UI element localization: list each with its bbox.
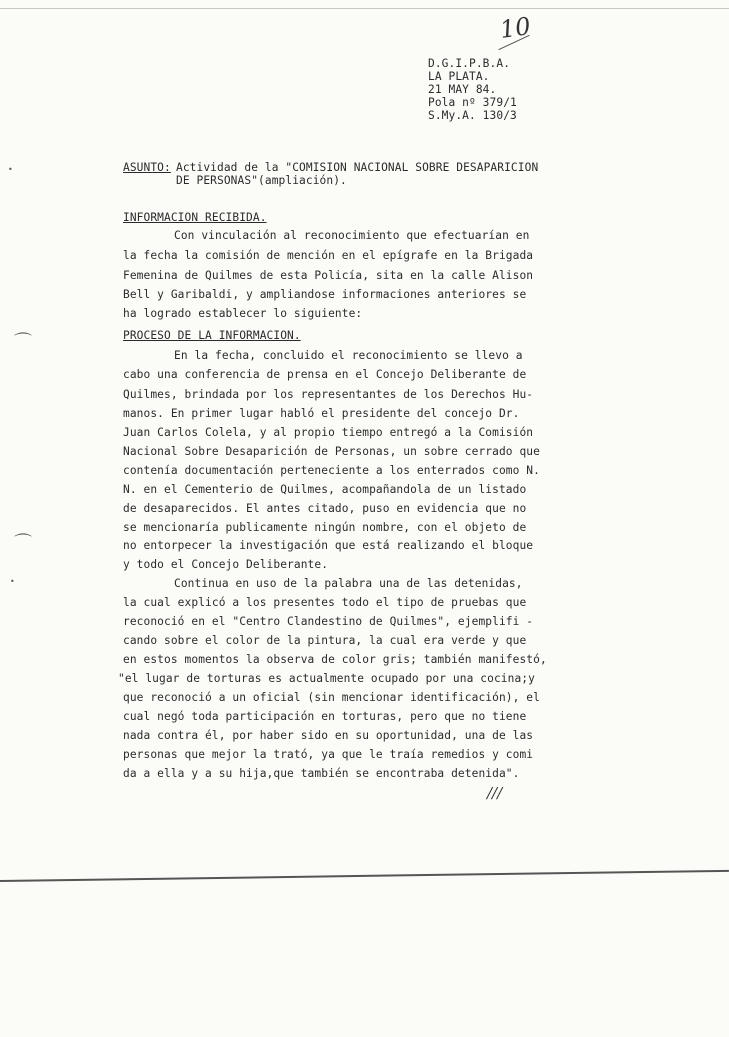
paragraph1-line: manos. En primer lugar habló el presidente del concejo Dr. [123,407,520,420]
paragraph2-line: Continua en uso de la palabra una de las detenidas, [174,577,523,590]
header-agency: D.G.I.P.B.A. [428,57,511,70]
scan-speck: • [10,577,15,586]
scan-edge-top [0,8,729,9]
punch-hole-mark: ⌒ [14,533,32,554]
paragraph2-line: "el lugar de torturas es actualmente ocupado por una cocina;y [118,672,535,685]
section1-line: Bell y Garibaldi, y ampliandose informaciones anteriores se [123,288,527,301]
subject-label: ASUNTO: [123,161,171,174]
page-number: 10 [498,12,533,44]
section1-line: Con vinculación al reconocimiento que efectuarían en [174,229,530,242]
paragraph2-line: cando sobre el color de la pintura, la cual era verde y que [123,634,527,647]
paragraph1-line: En la fecha, concluido el reconocimiento se llevo a [174,349,523,362]
paragraph2-line: cual negó toda participación en torturas, pero que no tiene [123,710,527,723]
paragraph1-line: Nacional Sobre Desaparición de Personas, un sobre cerrado que [123,445,540,458]
header-reference: S.My.A. 130/3 [428,109,517,122]
paragraph1-line: y todo el Concejo Deliberante. [123,558,329,571]
scan-edge-bottom [0,870,729,882]
section1-line: la fecha la comisión de mención en el epígrafe en la Brigada [123,249,534,262]
paragraph2-line: personas que mejor la trató, ya que le traía remedios y comi [123,748,534,761]
header-city: LA PLATA. [428,70,490,83]
header-date: 21 MAY 84. [428,83,497,96]
paragraph2-line: la cual explicó a los presentes todo el tipo de pruebas que [123,596,527,609]
paragraph1-line: de desaparecidos. El antes citado, puso en evidencia que no [123,502,527,515]
section1-line: ha logrado establecer lo siguiente: [123,307,363,320]
paragraph1-line: Quilmes, brindada por los representantes de los Derechos Hu- [123,388,534,401]
subject-line-2: DE PERSONAS"(ampliación). [176,174,347,187]
paragraph2-line: nada contra él, por haber sido en su oportunidad, una de las [123,729,534,742]
paragraph1-line: Juan Carlos Colela, y al propio tiempo entregó a la Comisión [123,426,534,439]
paragraph1-line: contenía documentación perteneciente a los enterrados como N. [123,464,540,477]
punch-hole-mark: ⌒ [14,332,32,353]
paragraph2-line: en estos momentos la observa de color gris; también manifestó, [123,653,547,666]
paragraph1-line: se mencionaría publicamente ningún nombre, con el objeto de [123,521,527,534]
paragraph1-line: N. en el Cementerio de Quilmes, acompañandola de un listado [123,483,527,496]
paragraph2-line: que reconoció a un oficial (sin mencionar identificación), el [123,691,540,704]
paragraph1-line: no entorpecer la investigación que está realizando el bloque [123,539,534,552]
paragraph2-line: reconoció en el "Centro Clandestino de Quilmes", ejemplifi - [123,615,534,628]
continuation-mark: /// [487,784,503,802]
section1-line: Femenina de Quilmes de esta Policía, sita en la calle Alison [123,269,534,282]
paragraph2-line: da a ella y a su hija,que también se encontraba detenida". [123,767,520,780]
scan-speck: • [8,165,13,174]
header-file-number: Pola nº 379/1 [428,96,517,109]
paragraph1-line: cabo una conferencia de prensa en el Concejo Deliberante de [123,368,527,381]
section-heading-proceso: PROCESO DE LA INFORMACION. [123,329,301,342]
section-heading-informacion: INFORMACION RECIBIDA. [123,211,267,224]
subject-line-1: Actividad de la "COMISION NACIONAL SOBRE DESAPARICION [176,161,539,174]
